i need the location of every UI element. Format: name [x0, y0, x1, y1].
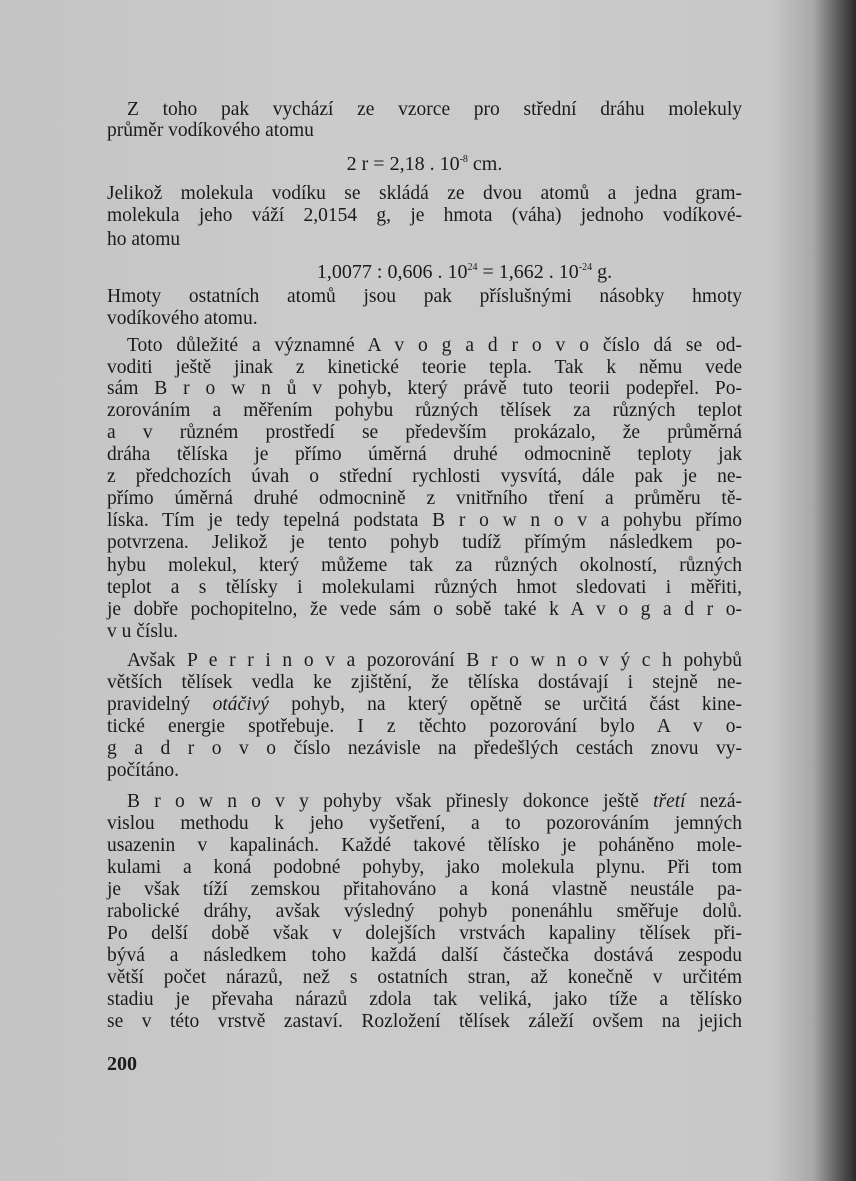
text-part: B r o w n o v y pohyby však přinesly dokonce ještě [127, 791, 654, 812]
text-line: voditi ještě jinak z kinetické teorie tepla. Tak k němu vede [107, 357, 742, 378]
text-line: vodíkového atomu. [107, 308, 258, 329]
text-part: nezá- [685, 791, 742, 812]
text-line [127, 791, 742, 813]
text-line: Hmoty ostatních atomů jsou pak příslušnými násobky hmoty [107, 286, 742, 307]
formula-part: 1,0077 : 0,606 . 10 [316, 261, 468, 283]
page-number: 200 [107, 1053, 137, 1075]
formula-part: 2 r = 2,18 . 10 [346, 153, 460, 175]
formula-part: = 1,662 . 10 [477, 261, 579, 283]
text-line: stadiu je převaha nárazů zdola tak veliká, jako tíže a tělísko [107, 989, 742, 1010]
text-line: Po delší době však v dolejších vrstvách kapaliny tělísek při- [107, 923, 742, 944]
text-line: je dobře pochopitelno, že vede sám o sobě také k A v o g a d r o- [107, 599, 742, 620]
text-line: a v různém prostředí se především prokázalo, že průměrná [107, 422, 742, 443]
text-line: Avšak P e r r i n o v a pozorování B r o w n o v ý c h pohybů [127, 650, 742, 671]
text-line: dráha tělíska je přímo úměrná druhé odmocnině teploty jak [107, 444, 742, 465]
text-line: tické energie spotřebuje. I z těchto pozorování bylo A v o- [107, 716, 742, 737]
text-line: větší počet nárazů, než s ostatních stran, až konečně v určitém [107, 967, 742, 988]
text-line: molekula jeho váží 2,0154 g, je hmota (váha) jednoho vodíkové- [107, 205, 742, 226]
text-line: přímo úměrná druhé odmocnině z vnitřního tření a průměru tě- [107, 488, 742, 509]
exponent: 24 [467, 262, 478, 273]
text-line: Z toho pak vychází ze vzorce pro střední dráhu molekuly [127, 99, 742, 120]
text-line: z předchozích úvah o střední rychlosti vysvítá, dále pak je ne- [107, 466, 742, 487]
text-line: potvrzena. Jelikož je tento pohyb tudíž přímým následkem po- [107, 532, 742, 553]
text-line: Jelikož molekula vodíku se skládá ze dvou atomů a jedna gram- [107, 183, 742, 204]
formula-line [107, 257, 782, 283]
text-line: průměr vodíkového atomu [107, 120, 314, 141]
text-line: vislou methodu k jeho vyšetření, a to pozorováním jemných [107, 813, 742, 834]
text-line [107, 694, 742, 716]
text-line: sám B r o w n ů v pohyb, který právě tuto teorii podepřel. Po- [107, 378, 742, 399]
text-line: v u číslu. [107, 621, 178, 642]
text-line: teplot a s tělísky i molekulami různých hmot sledovati i měřiti, [107, 577, 742, 598]
exponent: -8 [459, 154, 468, 165]
emphasized-word: otáčivý [212, 694, 269, 715]
text-line: se v této vrstvě zastaví. Rozložení tělísek záleží ovšem na jejich [107, 1011, 742, 1032]
formula-part: g. [592, 261, 613, 283]
emphasized-word: třetí [653, 791, 686, 812]
text-line: Toto důležité a významné A v o g a d r o v o číslo dá se od- [127, 335, 742, 356]
formula-part: cm. [467, 153, 503, 175]
text-line: g a d r o v o číslo nezávisle na předešlých cestách znovu vy- [107, 738, 742, 759]
text-line: zorováním a měřením pohybu různých tělísek za různých teplot [107, 400, 742, 421]
text-line: bývá a následkem toho každá další částečka dostává zespodu [107, 945, 742, 966]
text-line: hybu molekul, který můžeme tak za různých okolností, různých [107, 555, 742, 576]
text-line: usazenin v kapalinách. Každé takové tělísko je poháněno mole- [107, 835, 742, 856]
text-line: rabolické dráhy, avšak výsledný pohyb ponenáhlu směřuje dolů. [107, 901, 742, 922]
text-line: líska. Tím je tedy tepelná podstata B r o w n o v a pohybu přímo [107, 510, 742, 531]
exponent: -24 [578, 262, 593, 273]
formula-line [107, 149, 742, 175]
text-line: kulami a koná podobné pohyby, jako molekula plynu. Při tom [107, 857, 742, 878]
text-line: ho atomu [107, 229, 181, 250]
text-line: je však tíží zemskou přitahováno a koná vlastně neustále pa- [107, 879, 742, 900]
text-part: pravidelný [107, 694, 213, 715]
text-line: větších tělísek vedla ke zjištění, že tělíska dostávají i stejně ne- [107, 672, 742, 693]
text-part: pohyb, na který opětně se určitá část kine- [268, 694, 743, 715]
text-line: počítáno. [107, 760, 180, 781]
